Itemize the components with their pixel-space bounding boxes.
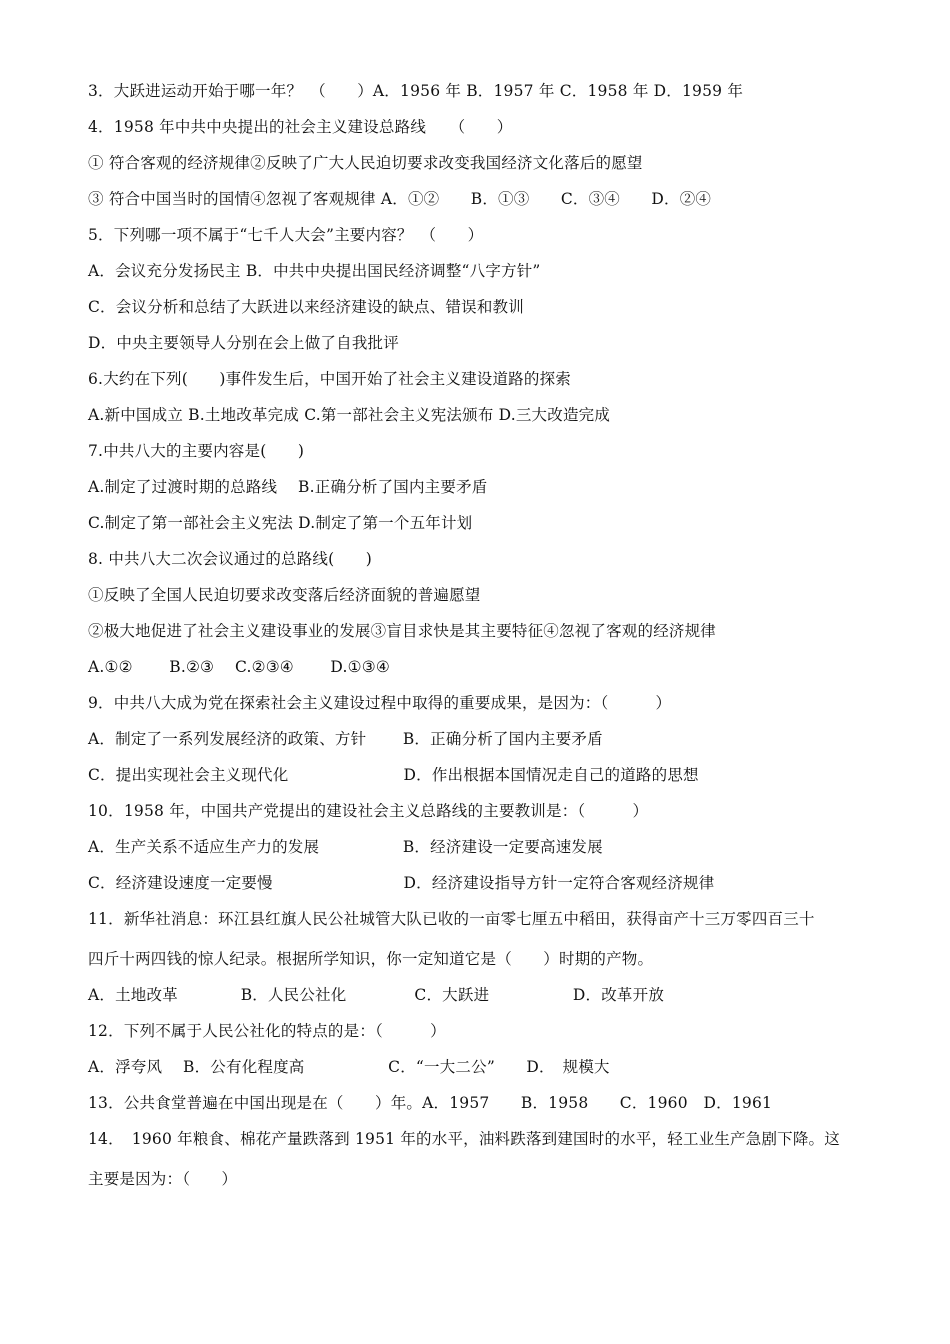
question-7-option-ab: A.制定了过渡时期的总路线 B.正确分析了国内主要矛盾 [88, 478, 488, 496]
question-11-options: A．土地改革 B．人民公社化 C．大跃进 D．改革开放 [88, 986, 665, 1004]
question-14-line-1: 14． 1960 年粮食、棉花产量跌落到 1951 年的水平，油料跌落到建国时的水平，轻工业生产急剧下降。这 [88, 1130, 840, 1148]
question-9-option-ab: A．制定了一系列发展经济的政策、方针 B．正确分析了国内主要矛盾 [88, 730, 603, 748]
question-8: 8. 中共八大二次会议通过的总路线( ) [88, 550, 373, 568]
question-7-option-cd: C.制定了第一部社会主义宪法 D.制定了第一个五年计划 [88, 514, 473, 532]
question-10: 10．1958 年，中国共产党提出的建设社会主义总路线的主要教训是：（ ） [88, 802, 649, 820]
question-9: 9．中共八大成为党在探索社会主义建设过程中取得的重要成果，是因为：（ ） [88, 694, 672, 712]
question-11-line-1: 11．新华社消息：环江县红旗人民公社城管大队已收的一亩零七厘五中稻田，获得亩产十三万零四百三十 [88, 910, 815, 928]
question-5: 5．下列哪一项不属于“七千人大会”主要内容？ （ ） [88, 226, 484, 244]
question-10-option-cd: C．经济建设速度一定要慢 D．经济建设指导方针一定符合客观经济规律 [88, 874, 715, 892]
question-6: 6.大约在下列( )事件发生后，中国开始了社会主义建设道路的探索 [88, 370, 571, 388]
question-11-line-2: 四斤十两四钱的惊人纪录。根据所学知识，你一定知道它是（ ）时期的产物。 [88, 950, 654, 968]
question-8-statement-2: ②极大地促进了社会主义建设事业的发展③盲目求快是其主要特征④忽视了客观的经济规律 [88, 622, 717, 640]
question-4-options: ③ 符合中国当时的国情④忽视了客观规律 A．①② B．①③ C．③④ D．②④ [88, 190, 712, 208]
question-3: 3．大跃进运动开始于哪一年？ （ ）A．1956 年 B．1957 年 C．1958 年 D．1959 年 [88, 82, 744, 100]
question-4-statements: ① 符合客观的经济规律②反映了广大人民迫切要求改变我国经济文化落后的愿望 [88, 154, 643, 172]
question-9-option-cd: C．提出实现社会主义现代化 D．作出根据本国情况走自己的道路的思想 [88, 766, 699, 784]
question-5-option-ab: A．会议充分发扬民主 B．中共中央提出国民经济调整“八字方针” [88, 262, 541, 280]
question-13: 13．公共食堂普遍在中国出现是在（ ）年。A．1957 B．1958 C．1960 D．1961 [88, 1094, 773, 1112]
question-7: 7.中共八大的主要内容是( ) [88, 442, 305, 460]
question-4: 4．1958 年中共中央提出的社会主义建设总路线 （ ） [88, 118, 513, 136]
question-6-options: A.新中国成立 B.土地改革完成 C.第一部社会主义宪法颁布 D.三大改造完成 [88, 406, 611, 424]
question-8-options: A.①② B.②③ C.②③④ D.①③④ [88, 658, 390, 676]
question-14-line-2: 主要是因为：（ ） [88, 1170, 238, 1188]
question-5-option-c: C．会议分析和总结了大跃进以来经济建设的缺点、错误和教训 [88, 298, 524, 316]
question-12-options: A．浮夸风 B．公有化程度高 C．“一大二公” D． 规模大 [88, 1058, 610, 1076]
question-12: 12．下列不属于人民公社化的特点的是：（ ） [88, 1022, 446, 1040]
question-8-statement-1: ①反映了全国人民迫切要求改变落后经济面貌的普遍愿望 [88, 586, 481, 604]
question-10-option-ab: A．生产关系不适应生产力的发展 B．经济建设一定要高速发展 [88, 838, 603, 856]
question-5-option-d: D．中央主要领导人分别在会上做了自我批评 [88, 334, 399, 352]
